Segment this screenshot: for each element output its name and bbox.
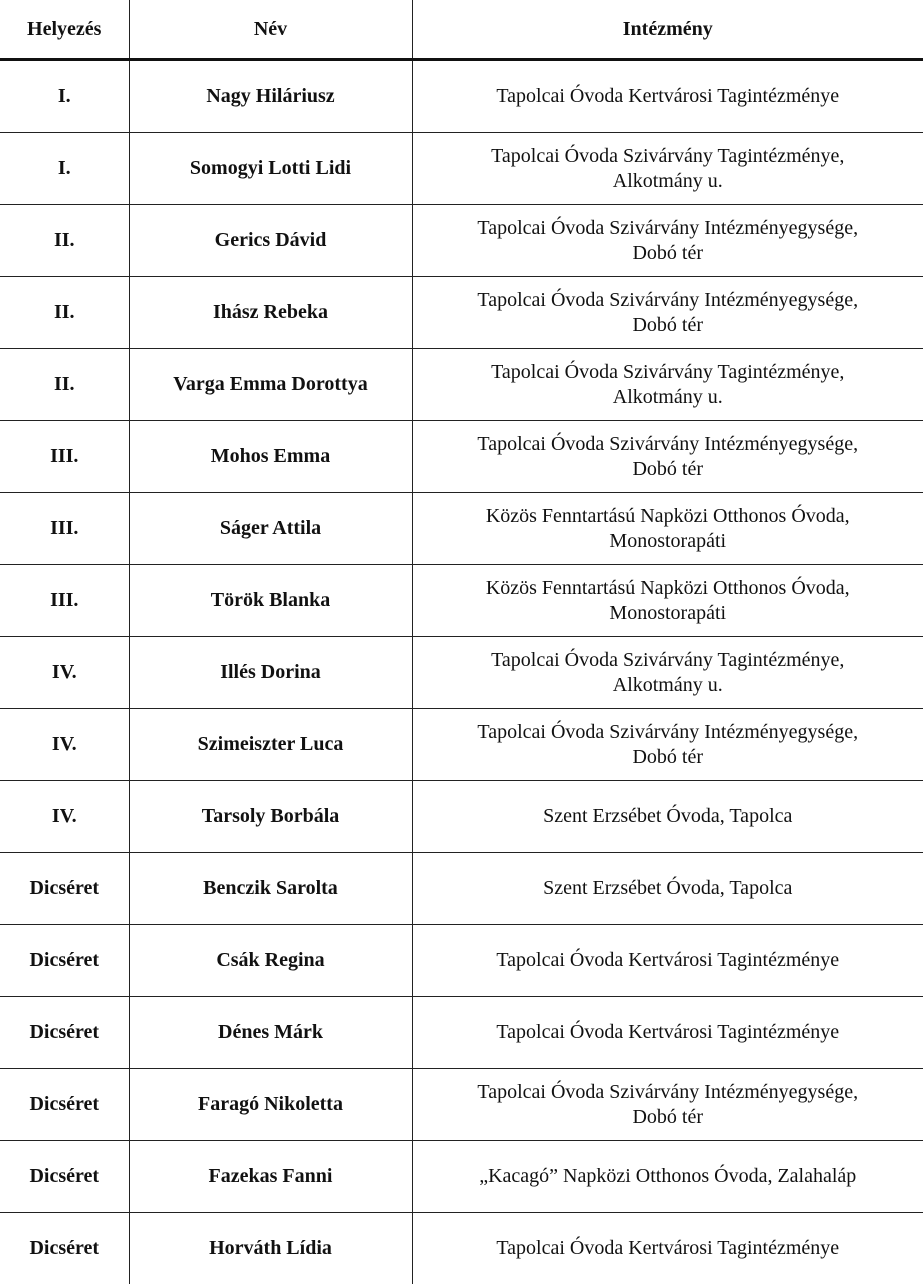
table-row [0,133,923,205]
name-cell: Mohos Emma [129,421,412,493]
rank-cell: I. [0,60,129,133]
name-cell: Benczik Sarolta [129,853,412,925]
table-row [0,1213,923,1284]
table-row [0,997,923,1069]
table-row [0,493,923,565]
name-cell: Ihász Rebeka [129,277,412,349]
name-cell: Ságer Attila [129,493,412,565]
name-cell: Csák Regina [129,925,412,997]
institution-cell: Tapolcai Óvoda Szivárvány Intézményegysége, Dobó tér [412,205,923,277]
institution-cell: Tapolcai Óvoda Szivárvány Tagintézménye, Alkotmány u. [412,637,923,709]
table-row [0,1069,923,1141]
table-row [0,60,923,133]
table-row [0,421,923,493]
rank-cell: Dicséret [0,853,129,925]
table-row [0,205,923,277]
table-row [0,349,923,421]
name-cell: Tarsoly Borbála [129,781,412,853]
table-row [0,853,923,925]
rank-cell: Dicséret [0,1213,129,1284]
results-body [0,60,923,1284]
rank-cell: I. [0,133,129,205]
name-cell: Dénes Márk [129,997,412,1069]
name-cell: Horváth Lídia [129,1213,412,1284]
rank-cell: II. [0,277,129,349]
name-cell: Somogyi Lotti Lidi [129,133,412,205]
table-row [0,637,923,709]
table-row [0,781,923,853]
institution-cell: Szent Erzsébet Óvoda, Tapolca [412,853,923,925]
table-row [0,565,923,637]
header-row [0,0,923,60]
name-cell: Török Blanka [129,565,412,637]
institution-cell: Tapolcai Óvoda Szivárvány Intézményegysége, Dobó tér [412,709,923,781]
name-cell: Gerics Dávid [129,205,412,277]
rank-cell: II. [0,349,129,421]
name-cell: Illés Dorina [129,637,412,709]
table-row [0,277,923,349]
rank-cell: IV. [0,781,129,853]
name-cell: Varga Emma Dorottya [129,349,412,421]
institution-cell: Tapolcai Óvoda Szivárvány Tagintézménye, Alkotmány u. [412,133,923,205]
name-cell: Szimeiszter Luca [129,709,412,781]
rank-cell: III. [0,493,129,565]
institution-cell: Tapolcai Óvoda Szivárvány Intézményegysége, Dobó tér [412,1069,923,1141]
name-cell: Fazekas Fanni [129,1141,412,1213]
table-row [0,1141,923,1213]
institution-cell: Tapolcai Óvoda Kertvárosi Tagintézménye [412,60,923,133]
institution-cell: Közös Fenntartású Napközi Otthonos Óvoda, Monostorapáti [412,493,923,565]
rank-column-header: Helyezés [0,0,129,60]
table-row [0,709,923,781]
rank-cell: Dicséret [0,997,129,1069]
rank-cell: II. [0,205,129,277]
name-cell: Faragó Nikoletta [129,1069,412,1141]
name-column-header: Név [129,0,412,60]
rank-cell: IV. [0,709,129,781]
institution-cell: Tapolcai Óvoda Kertvárosi Tagintézménye [412,997,923,1069]
institution-cell: Tapolcai Óvoda Szivárvány Intézményegysége, Dobó tér [412,421,923,493]
table-row [0,925,923,997]
institution-cell: Közös Fenntartású Napközi Otthonos Óvoda, Monostorapáti [412,565,923,637]
institution-cell: Szent Erzsébet Óvoda, Tapolca [412,781,923,853]
institution-cell: Tapolcai Óvoda Szivárvány Tagintézménye, Alkotmány u. [412,349,923,421]
institution-cell: „Kacagó” Napközi Otthonos Óvoda, Zalahaláp [412,1141,923,1213]
institution-cell: Tapolcai Óvoda Kertvárosi Tagintézménye [412,925,923,997]
institution-cell: Tapolcai Óvoda Szivárvány Intézményegysége, Dobó tér [412,277,923,349]
institution-cell: Tapolcai Óvoda Kertvárosi Tagintézménye [412,1213,923,1284]
institution-column-header: Intézmény [412,0,923,60]
rank-cell: III. [0,565,129,637]
rank-cell: Dicséret [0,925,129,997]
name-cell: Nagy Hiláriusz [129,60,412,133]
rank-cell: III. [0,421,129,493]
rank-cell: IV. [0,637,129,709]
rank-cell: Dicséret [0,1141,129,1213]
rank-cell: Dicséret [0,1069,129,1141]
